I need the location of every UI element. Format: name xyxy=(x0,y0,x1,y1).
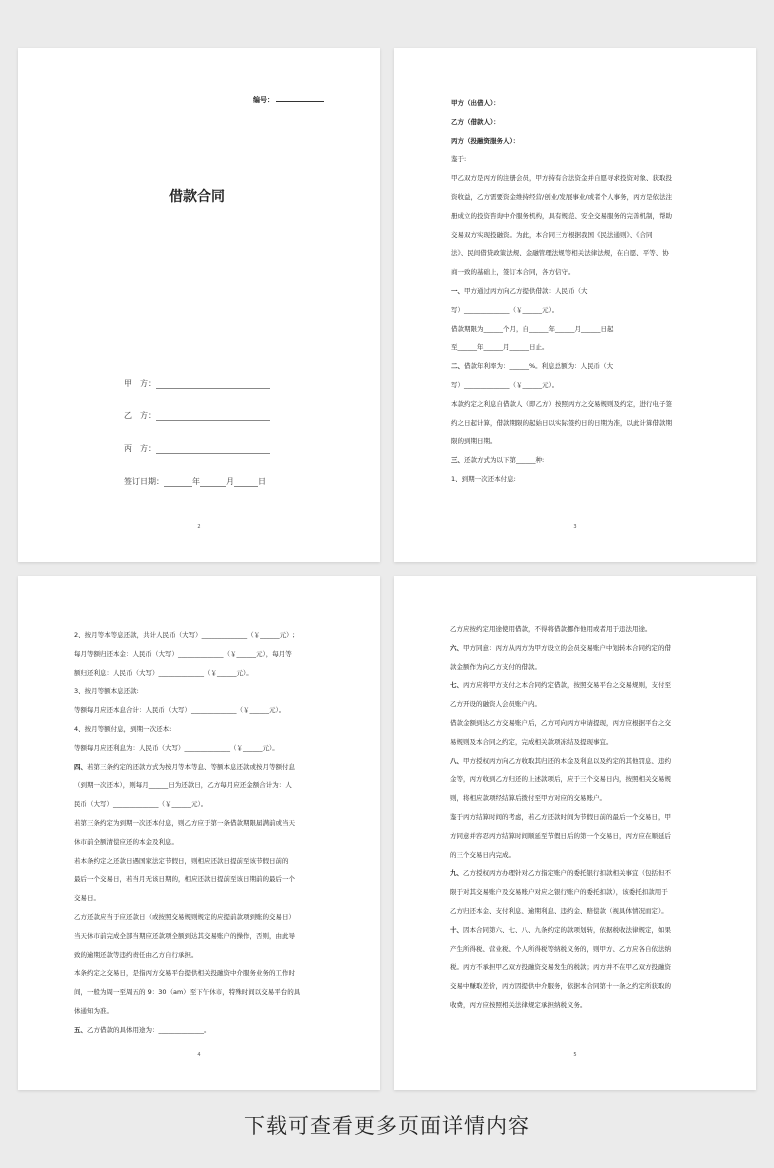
text-line: 交易日。 xyxy=(74,894,100,903)
party-a-blank xyxy=(156,380,270,389)
text-line: 当天休市前完成全部当期应还款项全额到达其交易账户的操作，否则，由此导 xyxy=(74,931,295,940)
clause-number: 十、 xyxy=(450,925,463,934)
clause-number: 二、 xyxy=(451,362,464,371)
text-line: 民币（大写）______________（￥______元）。 xyxy=(74,800,208,809)
text-line: 本款约定之利息自借款人（即乙方）按照丙方之交易规则及约定，进行电子签 xyxy=(451,399,672,408)
text-line: 册成立的投资咨询中介服务机构，具有规范、安全交易服务的完善机制，帮助 xyxy=(451,211,672,220)
party-b-line xyxy=(124,410,270,421)
text-line: 款金额作为向乙方支付的借款。 xyxy=(450,662,541,671)
text-line: 四、若第三条约定的还款方式为按月等本等息、等额本息还款或按月等额付息 xyxy=(74,762,295,771)
text-line: 2、按月等本等息还款，共计人民币（大写）______________（￥______元）; xyxy=(74,631,295,639)
text-line: 甲方（出借人）： xyxy=(451,99,500,107)
text-line: 交易中赚取差价，丙方因提供中介服务，依据本合同第十一条之约定所获取的 xyxy=(450,982,671,991)
text-line: 二、借款年利率为：______%。利息总额为：人民币（大 xyxy=(451,362,614,371)
text-line: 收费，丙方应按照相关法律规定承担纳税义务。 xyxy=(450,1000,587,1009)
text-line: （到期一次还本），则每月______日为还款日，乙方每月应还金额合计为：人 xyxy=(74,781,292,790)
text-line: 的三个交易日内完成。 xyxy=(450,850,515,859)
text-line: 六、甲方同意：丙方从丙方为甲方设立的会员交易账户中划转本合同约定的借 xyxy=(450,643,671,652)
clause-number: 四、 xyxy=(74,762,87,771)
contract-number-blank xyxy=(276,101,324,102)
title-text: 借款合同 xyxy=(169,189,225,205)
text-line: 资收益，乙方需要资金维持经营/创业/发展事业/或者个人事务，丙方是依法注 xyxy=(451,192,673,201)
text-line: 乙方归还本金、支付利息、逾期利息、违约金、赔偿款（视具体情况而定）。 xyxy=(450,906,668,915)
page-number: 2 xyxy=(197,524,201,530)
page-number: 3 xyxy=(573,524,577,530)
text-line: 乙方（借款人）： xyxy=(451,117,500,126)
text-line: 方同意并容忍丙方结算时间顺延至节假日后的第一个交易日，丙方应在顺延后 xyxy=(450,831,671,840)
text-line: 4、按月等额付息，到期一次还本: xyxy=(74,724,172,733)
text-line: 五、乙方借款的具体用途为：______________。 xyxy=(74,1025,211,1034)
text-line: 八、甲方授权丙方向乙方收取其归还的本金及利息以及约定的其他罚息、违约 xyxy=(450,756,671,765)
text-line: 金等，丙方收到乙方归还的上述款项后，应于三个交易日内，按照相关交易规 xyxy=(450,775,671,784)
text-line: 等额每月应还本息合计：人民币（大写）______________（￥______元）。 xyxy=(74,706,286,715)
contract-number xyxy=(253,95,324,105)
month-blank xyxy=(200,478,226,487)
party-c-line xyxy=(124,443,270,454)
page-number: 5 xyxy=(573,1052,577,1058)
document-page-4 xyxy=(18,576,380,1090)
text-line: 最后一个交易日，若当月无该日期的，相应还款日提前至该日期前的最后一个 xyxy=(74,875,295,884)
text-line: 三、还款方式为以下第______种: xyxy=(451,456,545,465)
clause-number: 一、 xyxy=(451,286,464,295)
document-page-2 xyxy=(18,48,380,562)
text-line: 1、到期一次还本付息: xyxy=(451,474,516,483)
party-b-blank xyxy=(156,412,270,421)
download-more-caption[interactable]: 下载可查看更多页面详情内容 xyxy=(244,1114,530,1138)
text-line: 至______年______月______日止。 xyxy=(451,343,549,352)
text-line: 借款金额到达乙方交易账户后，乙方可向丙方申请提现，丙方应根据平台之交 xyxy=(450,718,671,727)
page-4-body xyxy=(74,626,336,1040)
sign-date-label: 签订日期： xyxy=(124,477,164,486)
text-line: 限于对其交易账户及交易账户对应之银行账户的委托扣款），该委托扣款用于 xyxy=(450,888,668,897)
text-line: 税。丙方不承担甲乙双方投融资交易发生的税款；丙方并不在甲乙双方投融资 xyxy=(450,963,671,972)
text-line: 乙方开设的融资人会员账户内。 xyxy=(450,700,541,709)
text-line: 易规则及本合同之约定，完成相关款项冻结及提现事宜。 xyxy=(450,737,613,746)
text-line: 九、乙方授权丙方办理针对乙方指定账户的委托银行扣款相关事宜（包括但不 xyxy=(450,869,671,878)
document-page-5 xyxy=(394,576,756,1090)
party-c-blank xyxy=(156,445,270,454)
text-line: 乙方还款应当于应还款日（或按照交易规则规定的应提前款项到账的交易日） xyxy=(74,912,295,921)
text-line: 限的到期日期。 xyxy=(451,437,497,446)
text-line: 借款期限为______个月，自______年______月______日起 xyxy=(451,324,614,333)
document-title xyxy=(18,186,380,206)
text-line: 产生所得税、营业税、个人所得税等纳税义务的，则甲方、乙方应各自依法纳 xyxy=(450,944,671,953)
clause-number: 三、 xyxy=(451,456,464,465)
text-line: 十、因本合同第六、七、八、九条约定的款项划转，依据税收法律规定，如果 xyxy=(450,925,671,934)
text-line: 七、丙方应将甲方支付之本合同约定借款，按照交易平台之交易规则，支付至 xyxy=(450,681,671,690)
year-label: 年 xyxy=(192,477,200,486)
page-number: 4 xyxy=(197,1052,201,1058)
contract-number-label: 编号： xyxy=(253,96,274,104)
party-a-label: 甲 方： xyxy=(124,379,156,388)
document-page-3 xyxy=(394,48,756,562)
text-line: 等额每月应还利息为：人民币（大写）______________（￥______元）。 xyxy=(74,743,279,752)
text-line: 若第三条约定为到期一次还本付息，则乙方应于第一条借款期限届满前或当天 xyxy=(74,818,295,827)
text-line: 丙方（投融资服务人）： xyxy=(451,136,520,145)
clause-number: 七、 xyxy=(450,681,463,690)
text-line: 每月等额归还本金：人民币（大写）______________（￥______元），每月等 xyxy=(74,649,292,658)
text-line: 写）______________（￥______元）。 xyxy=(451,305,559,314)
text-line: 法》、民间借贷政策法规、金融管理法规等相关法律法规，在自愿、平等、协 xyxy=(451,249,669,258)
text-line: 体通知为准。 xyxy=(74,1006,113,1015)
text-line: 本条约定之交易日，是指丙方交易平台提供相关投融资中介服务业务的工作时 xyxy=(74,969,295,978)
sign-date-line xyxy=(124,476,266,487)
text-line: 写）______________（￥______元）。 xyxy=(451,380,559,389)
day-blank xyxy=(234,478,258,487)
party-c-label: 丙 方： xyxy=(124,444,156,453)
clause-number: 六、 xyxy=(450,643,463,652)
party-a-line xyxy=(124,378,270,389)
page-5-body xyxy=(450,620,712,1015)
page-3-body xyxy=(451,94,713,489)
text-line: 则，将相应款项经结算后拨付至甲方对应的交易账户。 xyxy=(450,794,606,803)
text-line: 鉴于丙方结算时间的考虑，若乙方还款时间为节假日前的最后一个交易日，甲 xyxy=(450,812,671,821)
text-line: 一、甲方通过丙方向乙方提供借款：人民币（大 xyxy=(451,286,588,295)
text-line: 3、按月等额本息还款: xyxy=(74,687,139,696)
text-line: 间，一般为周一至周五的 9：30（am）至下午休市，特殊时间以交易平台的具 xyxy=(74,988,301,997)
text-line: 甲乙双方是丙方的注册会员，甲方持有合法资金并自愿寻求投资对象、获取投 xyxy=(451,174,672,183)
text-line: 额归还利息：人民币（大写）______________（￥______元）。 xyxy=(74,668,253,677)
clause-number: 九、 xyxy=(450,869,463,878)
text-line: 致的逾期还款等违约责任由乙方自行承担。 xyxy=(74,950,198,959)
clause-number: 五、 xyxy=(74,1025,87,1034)
text-line: 商一致的基础上，签订本合同，各方信守。 xyxy=(451,268,575,277)
text-line: 休市前全额清偿应还的本金及利息。 xyxy=(74,837,178,846)
text-line: 交易双方实现投融资。为此，本合同三方根据我国《民法通则》、《合同 xyxy=(451,230,653,239)
clause-number: 八、 xyxy=(450,756,463,765)
text-line: 鉴于: xyxy=(451,155,467,164)
text-line: 乙方应按约定用途使用借款，不得将借款挪作他用或者用于违法用途。 xyxy=(450,625,652,633)
month-label: 月 xyxy=(226,477,234,486)
text-line: 约之日起计算，借款期限的起始日以实际签约日的日期为准，以此计算借款期 xyxy=(451,418,672,427)
year-blank xyxy=(164,478,192,487)
day-label: 日 xyxy=(258,477,266,486)
text-line: 若本条约定之还款日遇国家法定节假日，则相应还款日提前至该节假日前的 xyxy=(74,856,289,865)
party-b-label: 乙 方： xyxy=(124,411,156,420)
